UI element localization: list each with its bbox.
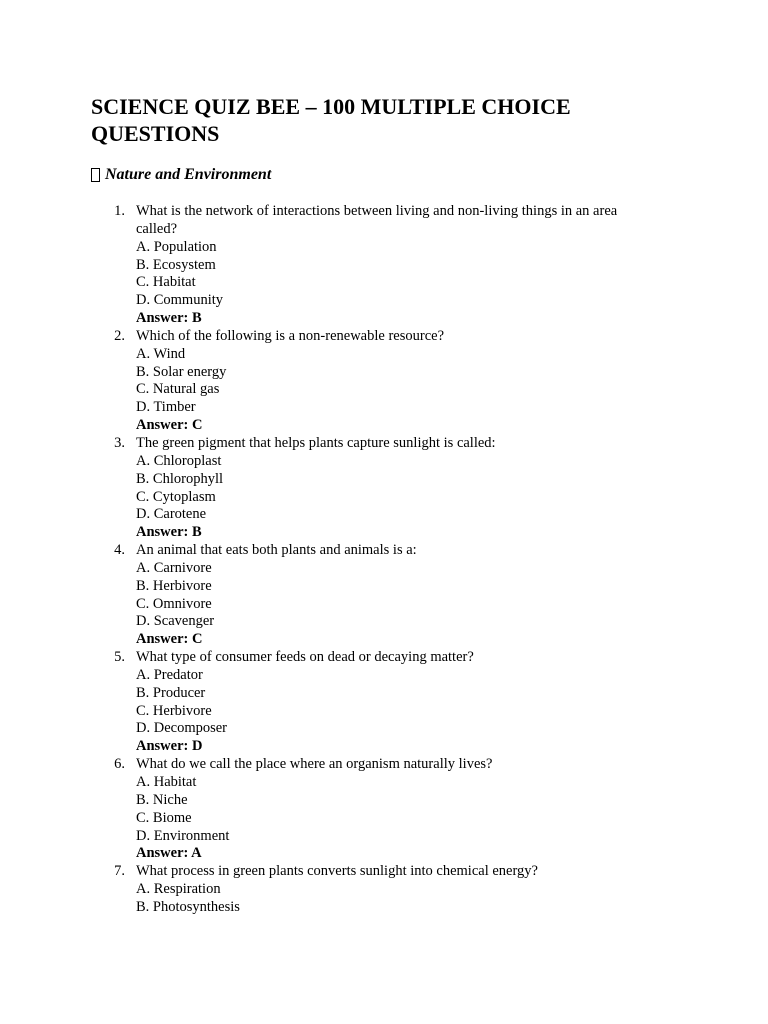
option-c: C. Natural gas (136, 381, 220, 398)
section-heading (91, 165, 271, 185)
option-b: B. Herbivore (136, 577, 212, 594)
answer-key: Answer: C (136, 631, 203, 648)
question-text: The green pigment that helps plants capture sunlight is called: (136, 434, 496, 451)
option-a: A. Chloroplast (136, 452, 222, 469)
option-b: B. Niche (136, 791, 188, 808)
option-b: B. Chlorophyll (136, 470, 224, 487)
answer-key: Answer: B (136, 310, 202, 327)
question-text: Which of the following is a non-renewable resource? (136, 327, 445, 344)
option-b: B. Photosynthesis (136, 898, 240, 915)
option-c: C. Omnivore (136, 595, 212, 612)
question-text: What process in green plants converts sunlight into chemical energy? (136, 863, 538, 880)
question-number: 5. (114, 649, 125, 666)
option-d: D. Scavenger (136, 613, 215, 630)
section-heading-text: Nature and Environment (105, 166, 272, 183)
option-a: A. Wind (136, 345, 186, 362)
question-text: An animal that eats both plants and animals is a: (136, 542, 417, 559)
question-item (91, 863, 651, 917)
question-text: What type of consumer feeds on dead or decaying matter? (136, 649, 474, 666)
question-number: 4. (114, 542, 125, 559)
question-number: 7. (114, 863, 125, 880)
question-number: 1. (114, 203, 125, 219)
option-a: A. Carnivore (136, 559, 212, 576)
option-a: A. Predator (136, 666, 203, 683)
document-title: SCIENCE QUIZ BEE – 100 MULTIPLE CHOICE QUESTIONS (91, 94, 571, 146)
question-number: 2. (114, 327, 125, 344)
question-text: What do we call the place where an organism naturally lives? (136, 756, 493, 773)
option-a: A. Respiration (136, 881, 221, 898)
question-list (91, 203, 651, 917)
option-c: C. Herbivore (136, 702, 212, 719)
option-d: D. Timber (136, 399, 196, 416)
answer-key: Answer: B (136, 524, 202, 541)
option-d: D. Decomposer (136, 720, 228, 737)
option-c: C. Habitat (136, 274, 196, 291)
answer-key: Answer: C (136, 417, 203, 434)
option-b: B. Solar energy (136, 363, 227, 380)
question-item (91, 435, 651, 542)
question-item (91, 328, 651, 435)
option-c: C. Cytoplasm (136, 488, 216, 505)
option-d: D. Community (136, 292, 224, 309)
checkbox-icon (91, 168, 100, 182)
question-text: What is the network of interactions between living and non-living things in an area called? (136, 203, 618, 237)
question-number: 3. (114, 434, 125, 451)
option-b: B. Ecosystem (136, 256, 216, 273)
option-d: D. Carotene (136, 506, 207, 523)
option-d: D. Environment (136, 827, 230, 844)
question-item (91, 542, 651, 649)
option-c: C. Biome (136, 809, 192, 826)
answer-key: Answer: D (136, 738, 203, 755)
answer-key: Answer: A (136, 845, 202, 862)
question-item (91, 756, 651, 863)
option-a: A. Habitat (136, 774, 197, 790)
option-b: B. Producer (136, 684, 206, 701)
question-item (91, 203, 651, 328)
question-item (91, 649, 651, 756)
option-a: A. Population (136, 238, 217, 255)
question-number: 6. (114, 756, 125, 773)
